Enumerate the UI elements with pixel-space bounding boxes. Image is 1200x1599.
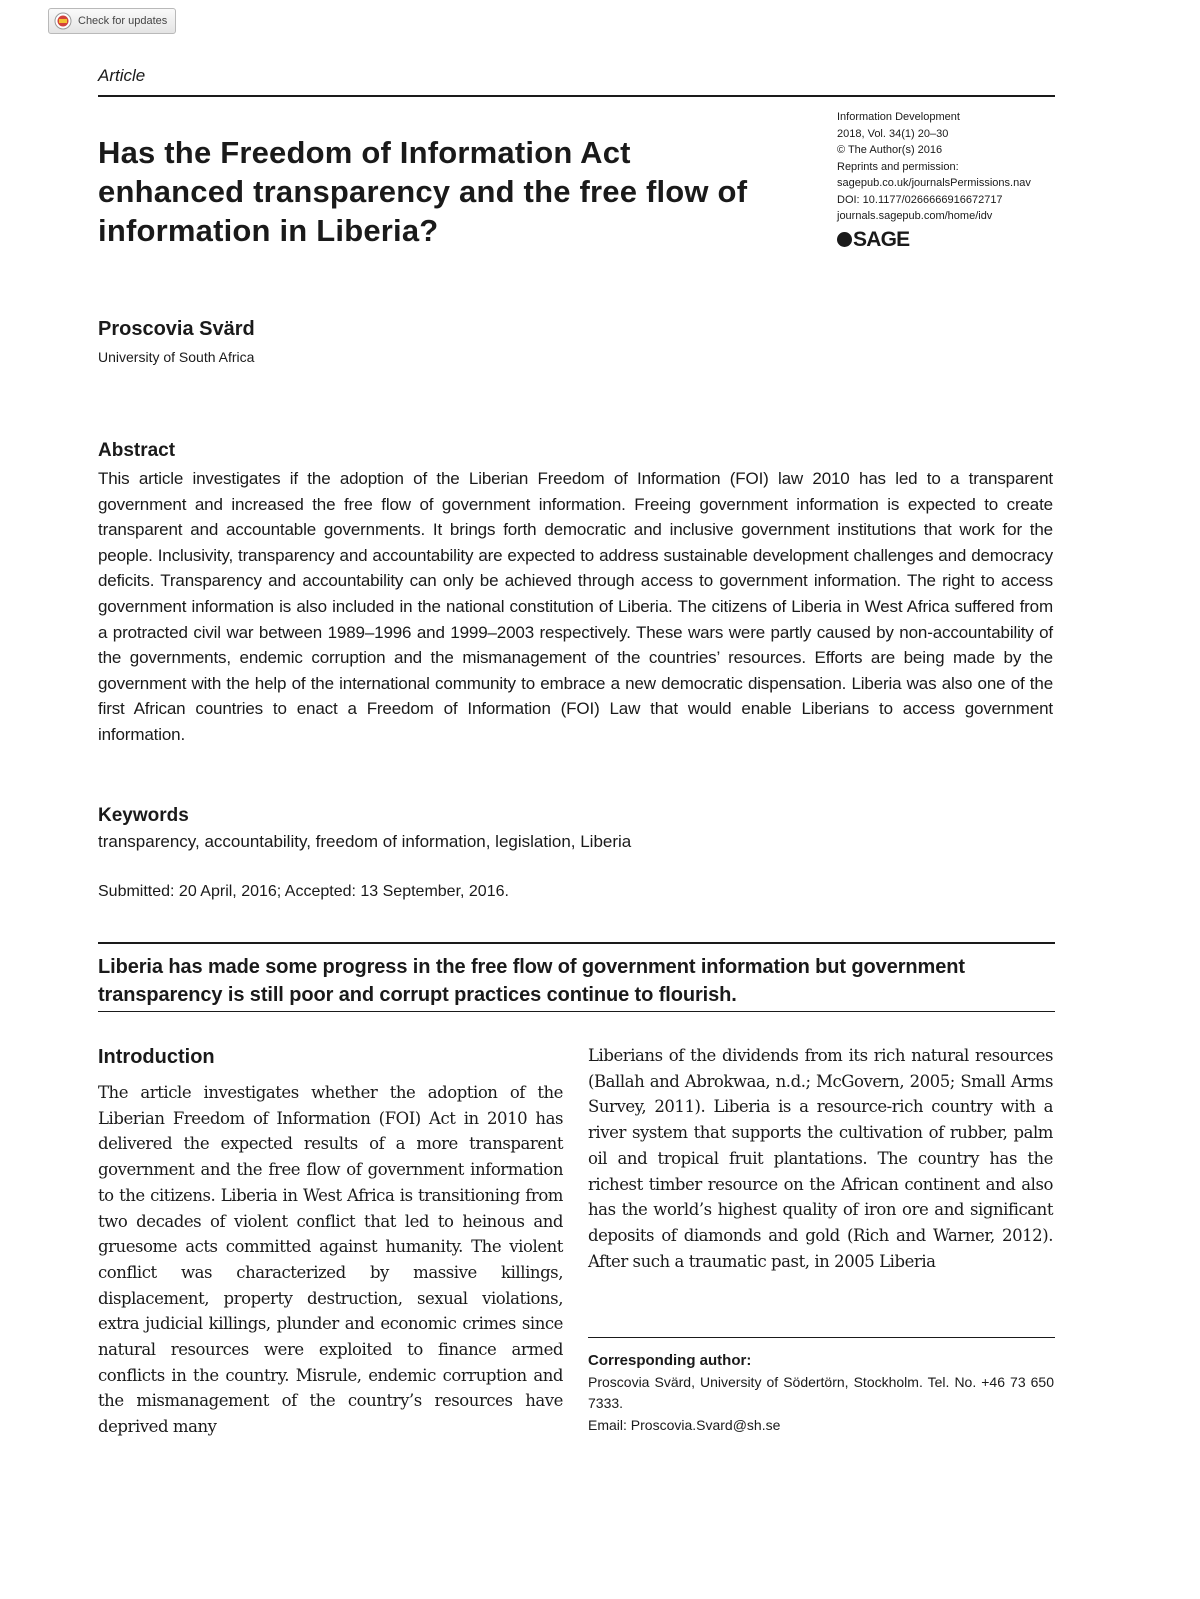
keywords-text: transparency, accountability, freedom of information, legislation, Liberia [98,832,632,851]
abstract-heading: Abstract [98,440,176,461]
corresponding-author-details: Proscovia Svärd, University of Södertörn, Stockholm. Tel. No. +46 73 650 7333. [588,1373,1054,1411]
crossmark-icon [54,12,72,30]
sage-logo [837,229,1077,251]
journal-copyright: © The Author(s) 2016 [837,144,943,156]
keywords-heading: Keywords [98,805,189,826]
reprints-label: Reprints and permission: [837,160,959,173]
check-for-updates-button[interactable] [48,8,176,34]
permissions-link[interactable]: sagepub.co.uk/journalsPermissions.nav [837,177,1031,189]
corresponding-author-email[interactable]: Email: Proscovia.Svard@sh.se [588,1416,781,1433]
journal-name: Information Development [837,111,960,123]
sage-logo-mark [837,232,852,247]
journal-home-link[interactable]: journals.sagepub.com/home/idv [837,210,993,222]
introduction-right-column: Liberians of the dividends from its rich natural resources (Ballah and Abrokwaa, n.d.; McGovern, 2005; Small Arms Survey, 2011). Liberia is a resource-rich country with a river system that supports the cultivation of rubber, palm oil and tropical fruit plantations. The country has the richest timber resource on the African continent and also has the world’s highest quality of iron ore and significant deposits of diamonds and gold (Rich and Warner, 2012). After such a traumatic past, in 2005 Liberia [588,1046,1053,1271]
highlight-statement: Liberia has made some progress in the free flow of government information but government transparency is still poor and corrupt practices continue to flourish. [98,956,965,1006]
journal-volume: 2018, Vol. 34(1) 20–30 [837,127,949,140]
corresponding-author [588,1350,1054,1436]
footnote-rule [588,1337,1055,1338]
corresponding-author-label: Corresponding author: [588,1352,752,1369]
author-affiliation: University of South Africa [98,349,255,365]
highlight-top-rule [98,942,1055,944]
submission-dates: Submitted: 20 April, 2016; Accepted: 13 September, 2016. [98,883,509,900]
article-title: Has the Freedom of Information Act enhanced transparency and the free flow of information in Liberia? [98,135,748,248]
check-for-updates-label: Check for updates [78,15,168,27]
abstract-text: This article investigates if the adoption of the Liberian Freedom of Information (FOI) law 2010 has led to a transparent government and increased the free flow of government information. Freeing government information is expected to create transparent and accountable governments. It brings forth democratic and inclusive government institutions that work for the people. Inclusivity, transparency and accountability are expected to address sustainable development challenges and democracy deficits. Transparency and accountability can only be achieved through access to government information. The right to access government information is also included in the national constitution of Liberia. The citizens of Liberia in West Africa suffered from a protracted civil war between 1989–1996 and 1999–2003 respectively. These wars were partly caused by non-accountability of the governments, endemic corruption and the mismanagement of the countries’ resources. Efforts are being made by the government with the help of the international community to embrace a new democratic dispensation. Liberia was also one of the first African countries to enact a Freedom of Information (FOI) Law that would enable Liberians to access government information. [98,469,1053,744]
article-type-label: Article [98,66,146,85]
introduction-left-column: The article investigates whether the adoption of the Liberian Freedom of Information (FOI) Act in 2010 has delivered the expected results of a more transparent government and the free flow of government information to the citizens. Liberia in West Africa is transitioning from two decades of violent conflict that led to heinous and gruesome acts committed against humanity. The violent conflict was characterized by massive killings, displacement, property destruction, sexual violations, extra judicial killings, plunder and economic crimes since natural resources were exploited to finance armed conflicts in the country. Misrule, endemic corruption and the mismanagement of the country’s resources have deprived many [98,1083,563,1437]
author-name: Proscovia Svärd [98,318,255,340]
sage-logo-text: SAGE [853,227,910,251]
introduction-heading: Introduction [98,1046,215,1068]
doi-link[interactable]: DOI: 10.1177/0266666916672717 [837,193,1003,206]
highlight-bottom-rule [98,1011,1055,1012]
header-rule [98,95,1055,97]
journal-meta [837,109,1077,251]
